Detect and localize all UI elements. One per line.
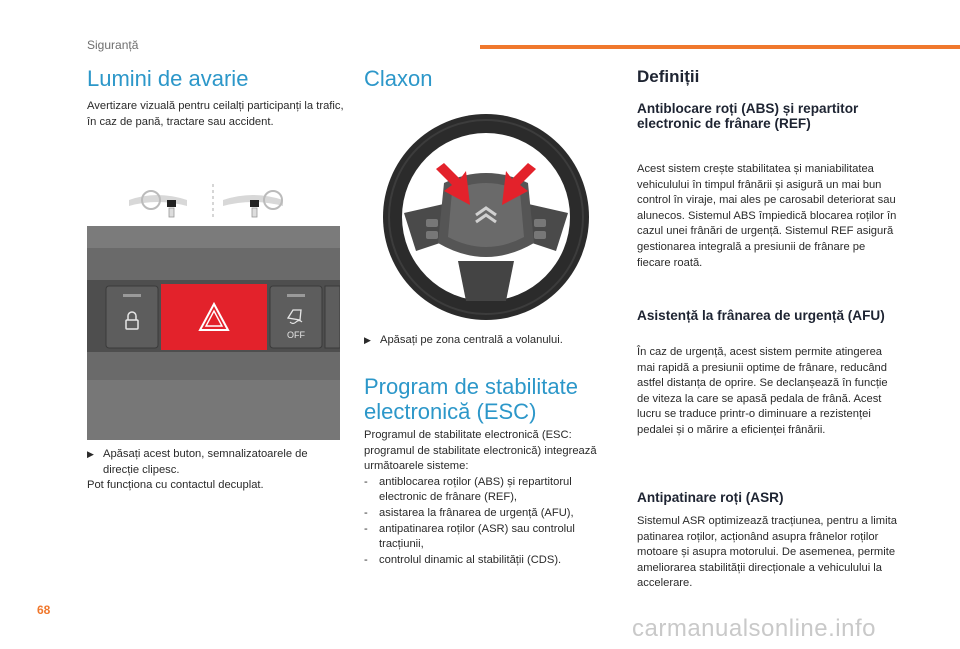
- esc-list-item: - controlul dinamic al stabilității (CDS).: [364, 553, 562, 566]
- hazard-button-figure: [87, 180, 340, 442]
- esc-list-item: - antipatinarea roților (ASR) sau controlul tracțiunii,: [364, 522, 575, 551]
- esp-off-label: OFF: [287, 330, 305, 340]
- hazard-note-line-2: direcție clipesc.: [103, 463, 180, 476]
- esc-title: [364, 374, 604, 424]
- esc-list-item: - antiblocarea roților (ABS) și repartitorul electronic de frânare (REF),: [364, 475, 572, 504]
- hazard-lights-title: Lumini de avarie: [87, 66, 249, 91]
- asr-body: Sistemul ASR optimizează tracțiunea, pentru a limita patinarea roților, acționând asupra frânelor roților motoare și asupra motorului. De asemenea, permite ameliorarea stabilității direcționale a vehiculului la accelerare.: [637, 515, 897, 590]
- steering-wheel-figure: [366, 111, 606, 323]
- afu-heading: Asistență la frânarea de urgență (AFU): [637, 308, 885, 323]
- dashboard-pictogram-icon: [129, 184, 283, 218]
- watermark: carmanualsonline.info: [632, 615, 876, 642]
- horn-note: [364, 333, 604, 349]
- esc-body: [364, 428, 609, 568]
- definitions-title: Definiții: [637, 67, 700, 86]
- section-label: Siguranță: [87, 38, 139, 52]
- header-accent-bar: [480, 45, 960, 49]
- horn-note-text: Apăsați pe zona centrală a volanului.: [380, 334, 563, 346]
- esc-list-item: - asistarea la frânarea de urgență (AFU),: [364, 506, 574, 519]
- bullet-icon: ▶: [364, 335, 371, 345]
- hazard-note: [87, 447, 347, 494]
- hazard-note-line-1: Apăsați acest buton, semnalizatoarele de: [103, 448, 308, 460]
- page-number: 68: [37, 603, 51, 617]
- afu-body: În caz de urgență, acest sistem permite atingerea mai rapidă a presiunii optime de frânare, reducând astfel distanța de oprire. Se declanșează în funcție de viteza la care se apasă pedala de frână. Acest lucru se traduce printr-o diminuare a rezistenței pedalei și o mărire a eficienței frânării.: [637, 346, 888, 436]
- esc-title-line-1: Program de stabilitate: [364, 374, 578, 399]
- asr-heading: Antipatinare roți (ASR): [637, 490, 784, 505]
- bullet-icon: ▶: [87, 449, 94, 459]
- esc-intro: Programul de stabilitate electronică (ESC: programul de stabilitate electronică) integrează următoarele sisteme:: [364, 429, 597, 473]
- abs-heading: Antiblocare roți (ABS) și repartitor electronic de frânare (REF): [637, 101, 859, 131]
- esc-title-line-2: electronică (ESC): [364, 399, 537, 424]
- hazard-lights-intro: Avertizare vizuală pentru ceilalți participanți la trafic, în caz de pană, tractare sau accident.: [87, 100, 344, 128]
- abs-body: Acest sistem crește stabilitatea și maniabilitatea vehiculului în timpul frânării și asigură un mai bun control în viraje, mai ales pe carosabil deteriorat sau alunecos. Sistemul ABS împiedică blocarea roților în cazul unei frânări de urgență. Sistemul REF asigură gestionarea integrală a presiunii de frânare pe fiecare roată.: [637, 163, 897, 269]
- hazard-note-extra: Pot funcționa cu contactul decuplat.: [87, 479, 264, 492]
- horn-title: Claxon: [364, 66, 433, 91]
